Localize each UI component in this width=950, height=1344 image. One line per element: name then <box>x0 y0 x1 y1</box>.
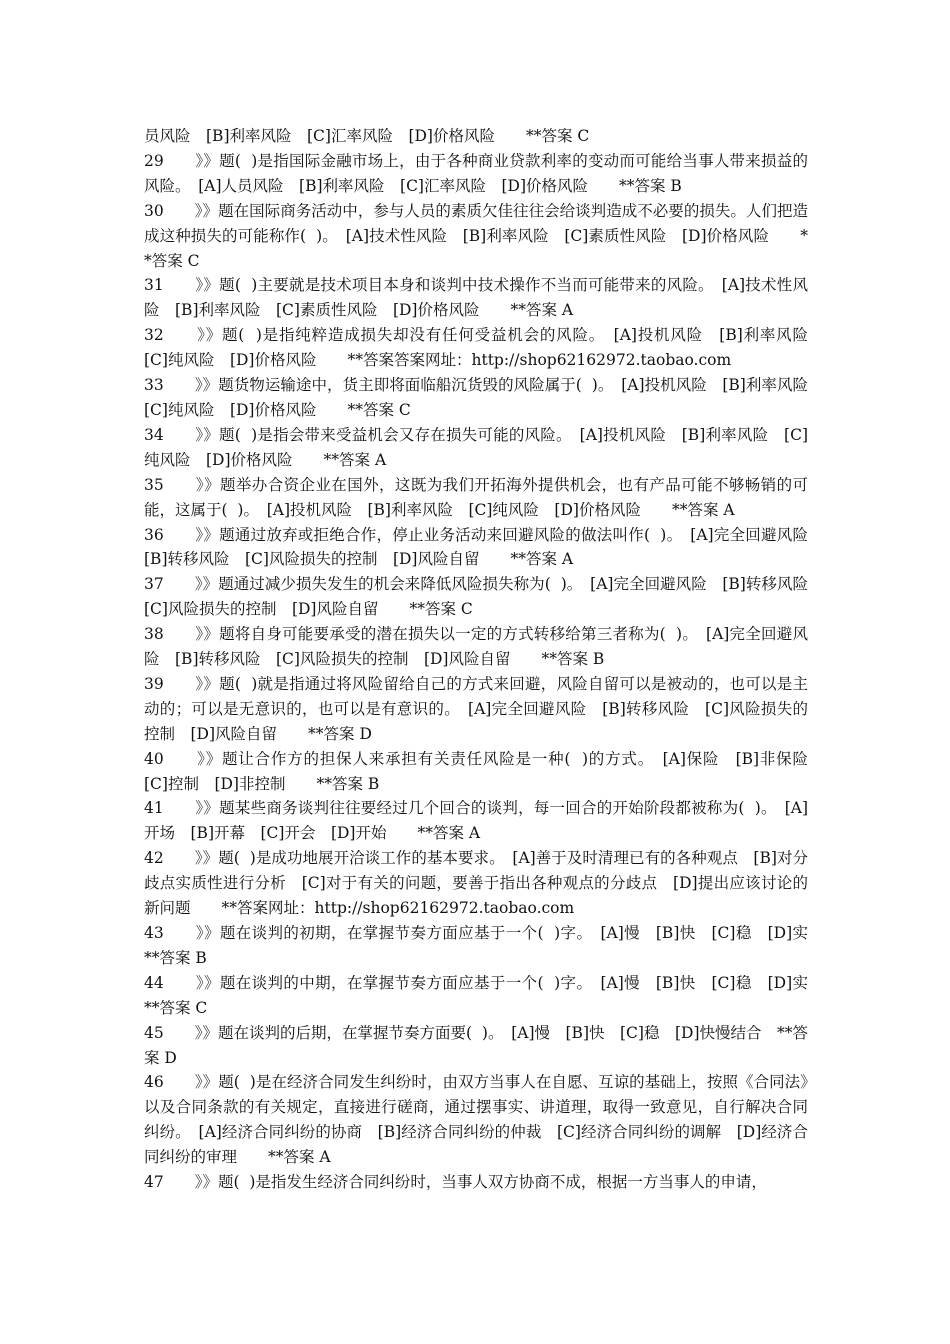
question-text: 33 》》题货物运输途中，货主即将面临船沉货毁的风险属于( )。 [A]投机风险 [B]利率风险 [C]纯风险 [D]价格风险 **答案 C <box>144 376 824 419</box>
question-text: 35 》》题举办合资企业在国外，这既为我们开拓海外提供机会，也有产品可能不够畅销的可能，这属于( )。 [A]投机风险 [B]利率风险 [C]纯风险 [D]价格风险 **答案 A <box>144 475 808 519</box>
document-page <box>144 124 840 1195</box>
question-text: 29 》》题( )是指国际金融市场上，由于各种商业贷款利率的变动而可能给当事人带来损益的风险。 [A]人员风险 [B]利率风险 [C]汇率风险 [D]价格风险 **答案 B <box>144 151 808 195</box>
question-text: 42 》》题( )是成功地展开洽谈工作的基本要求。 [A]善于及时清理已有的各种观点 [B]对分歧点实质性进行分析 [C]对于有关的问题，要善于指出各种观点的分歧点 [D]提出应该讨论的新问题 **答案网址：http://shop62162972.taobao.com <box>144 849 808 918</box>
question-text: 30 》》题在国际商务活动中，参与人员的素质欠佳往往会给谈判造成不必要的损失。人们把造成这种损失的可能称作( )。 [A]技术性风险 [B]利率风险 [C]素质性风险 [D]价格风险 **答案 C <box>144 201 808 270</box>
question-text: 32 》》题( )是指纯粹造成损失却没有任何受益机会的风险。 [A]投机风险 [B]利率风险 [C]纯风险 [D]价格风险 **答案答案网址：http://shop62162972.taobao.com <box>144 326 824 370</box>
question-text: 41 》》题某些商务谈判往往要经过几个回合的谈判，每一回合的开始阶段都被称为( )。 [A]开场 [B]开幕 [C]开会 [D]开始 **答案 A <box>144 799 808 843</box>
question-text: 47 》》题( )是指发生经济合同纠纷时，当事人双方协商不成，根据一方当事人的申请， <box>144 1173 767 1192</box>
question-text: 44 》》题在谈判的中期，在掌握节奏方面应基于一个( )字。 [A]慢 [B]快 [C]稳 [D]实 **答案 C <box>144 973 840 1017</box>
question-text: 38 》》题将自身可能要承受的潜在损失以一定的方式转移给第三者称为( )。 [A]完全回避风险 [B]转移风险 [C]风险损失的控制 [D]风险自留 **答案 B <box>144 625 808 669</box>
question-text: 39 》》题( )就是指通过将风险留给自己的方式来回避，风险自留可以是被动的，也可以是主动的；可以是无意识的，也可以是有意识的。 [A]完全回避风险 [B]转移风险 [C]风险损失的控制 [D]风险自留 **答案 D <box>144 674 808 743</box>
question-text: 31 》》题( )主要就是技术项目本身和谈判中技术操作不当而可能带来的风险。 [A]技术性风险 [B]利率风险 [C]素质性风险 [D]价格风险 **答案 A <box>144 276 808 320</box>
question-text: 员风险 [B]利率风险 [C]汇率风险 [D]价格风险 **答案 C <box>144 127 590 145</box>
question-text: 43 》》题在谈判的初期，在掌握节奏方面应基于一个( )字。 [A]慢 [B]快 [C]稳 [D]实 **答案 B <box>144 924 840 967</box>
question-text: 40 》》题让合作方的担保人来承担有关责任风险是一种( )的方式。 [A]保险 [B]非保险 [C]控制 [D]非控制 **答案 B <box>144 749 824 793</box>
question-text: 36 》》题通过放弃或拒绝合作，停止业务活动来回避风险的做法叫作( )。 [A]完全回避风险 [B]转移风险 [C]风险损失的控制 [D]风险自留 **答案 A <box>144 525 824 569</box>
question-text: 34 》》题( )是指会带来受益机会又存在损失可能的风险。 [A]投机风险 [B]利率风险 [C]纯风险 [D]价格风险 **答案 A <box>144 425 808 469</box>
question-text: 46 》》题( )是在经济合同发生纠纷时，由双方当事人在自愿、互谅的基础上，按照《合同法》以及合同条款的有关规定，直接进行磋商，通过摆事实、讲道理，取得一致意见，自行解决合同纠纷。 [A]经济合同纠纷的协商 [B]经济合同纠纷的仲裁 [C]经济合同纠纷的调解 [D]经济合同纠纷的审理 **答案 A <box>144 1073 808 1167</box>
question-text: 37 》》题通过减少损失发生的机会来降低风险损失称为( )。 [A]完全回避风险 [B]转移风险 [C]风险损失的控制 [D]风险自留 **答案 C <box>144 575 824 619</box>
question-text: 45 》》题在谈判的后期，在掌握节奏方面要( )。 [A]慢 [B]快 [C]稳 [D]快慢结合 **答案 D <box>144 1023 808 1067</box>
